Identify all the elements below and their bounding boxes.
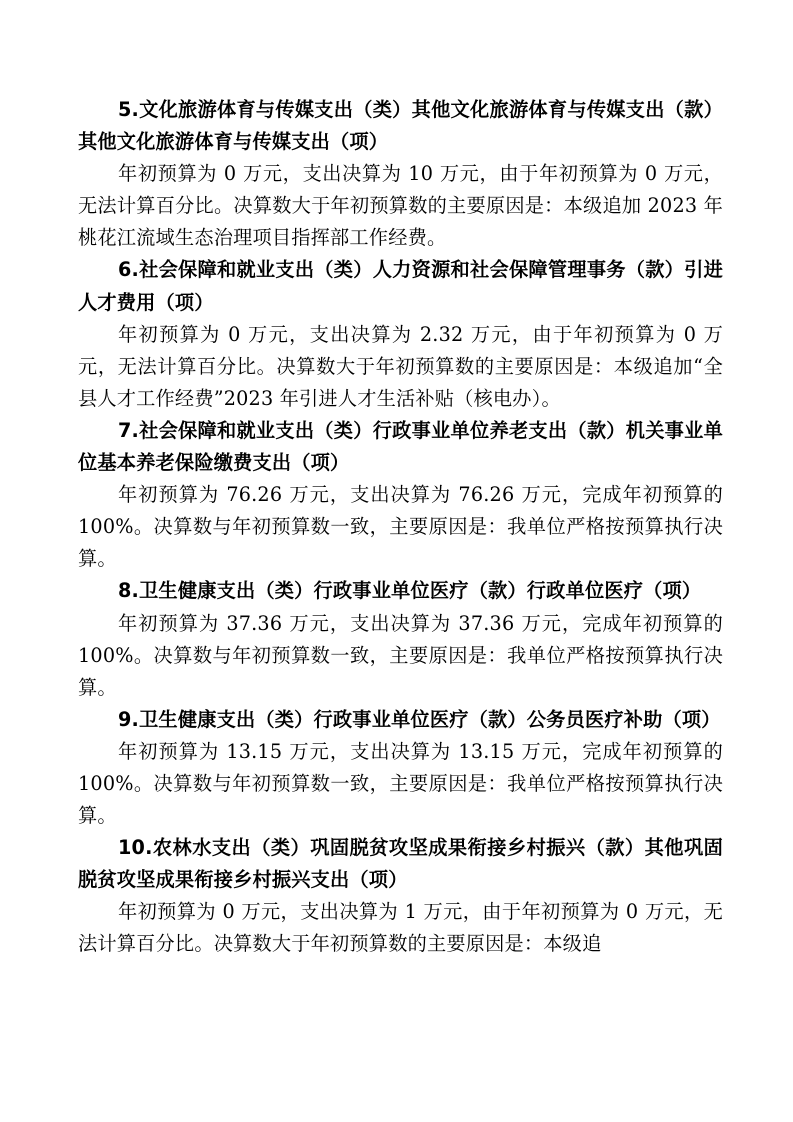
section-heading: 8.卫生健康支出（类）行政事业单位医疗（款）行政单位医疗（项） xyxy=(118,579,702,603)
section-heading: 7.社会保障和就业支出（类）行政事业单位养老支出（款）机关事业单位基本养老保险缴费支出（项） xyxy=(78,418,723,475)
section-heading: 6.社会保障和就业支出（类）人力资源和社会保障管理事务（款）引进人才费用（项） xyxy=(78,258,723,314)
section-body: 年初预算为 76.26 万元，支出决算为 76.26 万元，完成年初预算的 100%。决算数与年初预算数一致，主要原因是：我单位严格按预算执行决算。 xyxy=(78,483,723,571)
section-body: 年初预算为 0 万元，支出决算为 10 万元，由于年初预算为 0 万元，无法计算百分比。决算数大于年初预算数的主要原因是：本级追加 2023 年桃花江流域生态治理项目指挥部工作经费。 xyxy=(78,162,723,250)
section-heading: 10.农林水支出（类）巩固脱贫攻坚成果衔接乡村振兴（款）其他巩固脱贫攻坚成果衔接乡村振兴支出（项） xyxy=(78,836,723,892)
section-5 xyxy=(78,94,723,254)
document-page xyxy=(78,94,723,961)
section-6 xyxy=(78,254,723,414)
section-body: 年初预算为 37.36 万元，支出决算为 37.36 万元，完成年初预算的 100%。决算数与年初预算数一致，主要原因是：我单位严格按预算执行决算。 xyxy=(78,611,723,699)
section-9 xyxy=(78,704,723,832)
section-7 xyxy=(78,415,723,575)
section-body: 年初预算为 13.15 万元，支出决算为 13.15 万元，完成年初预算的 100%。决算数与年初预算数一致，主要原因是：我单位严格按预算执行决算。 xyxy=(78,739,723,828)
section-heading: 5.文化旅游体育与传媒支出（类）其他文化旅游体育与传媒支出（款）其他文化旅游体育与传媒支出（项） xyxy=(78,98,723,154)
section-10 xyxy=(78,832,723,960)
section-body: 年初预算为 0 万元，支出决算为 1 万元，由于年初预算为 0 万元，无法计算百分比。决算数大于年初预算数的主要原因是：本级追 xyxy=(78,900,723,956)
section-heading: 9.卫生健康支出（类）行政事业单位医疗（款）公务员医疗补助（项） xyxy=(118,707,721,731)
section-body: 年初预算为 0 万元，支出决算为 2.32 万元，由于年初预算为 0 万元，无法计算百分比。决算数大于年初预算数的主要原因是：本级追加“全县人才工作经费”2023 年引进人才生活补贴（核电办）。 xyxy=(78,322,723,410)
section-8 xyxy=(78,575,723,703)
